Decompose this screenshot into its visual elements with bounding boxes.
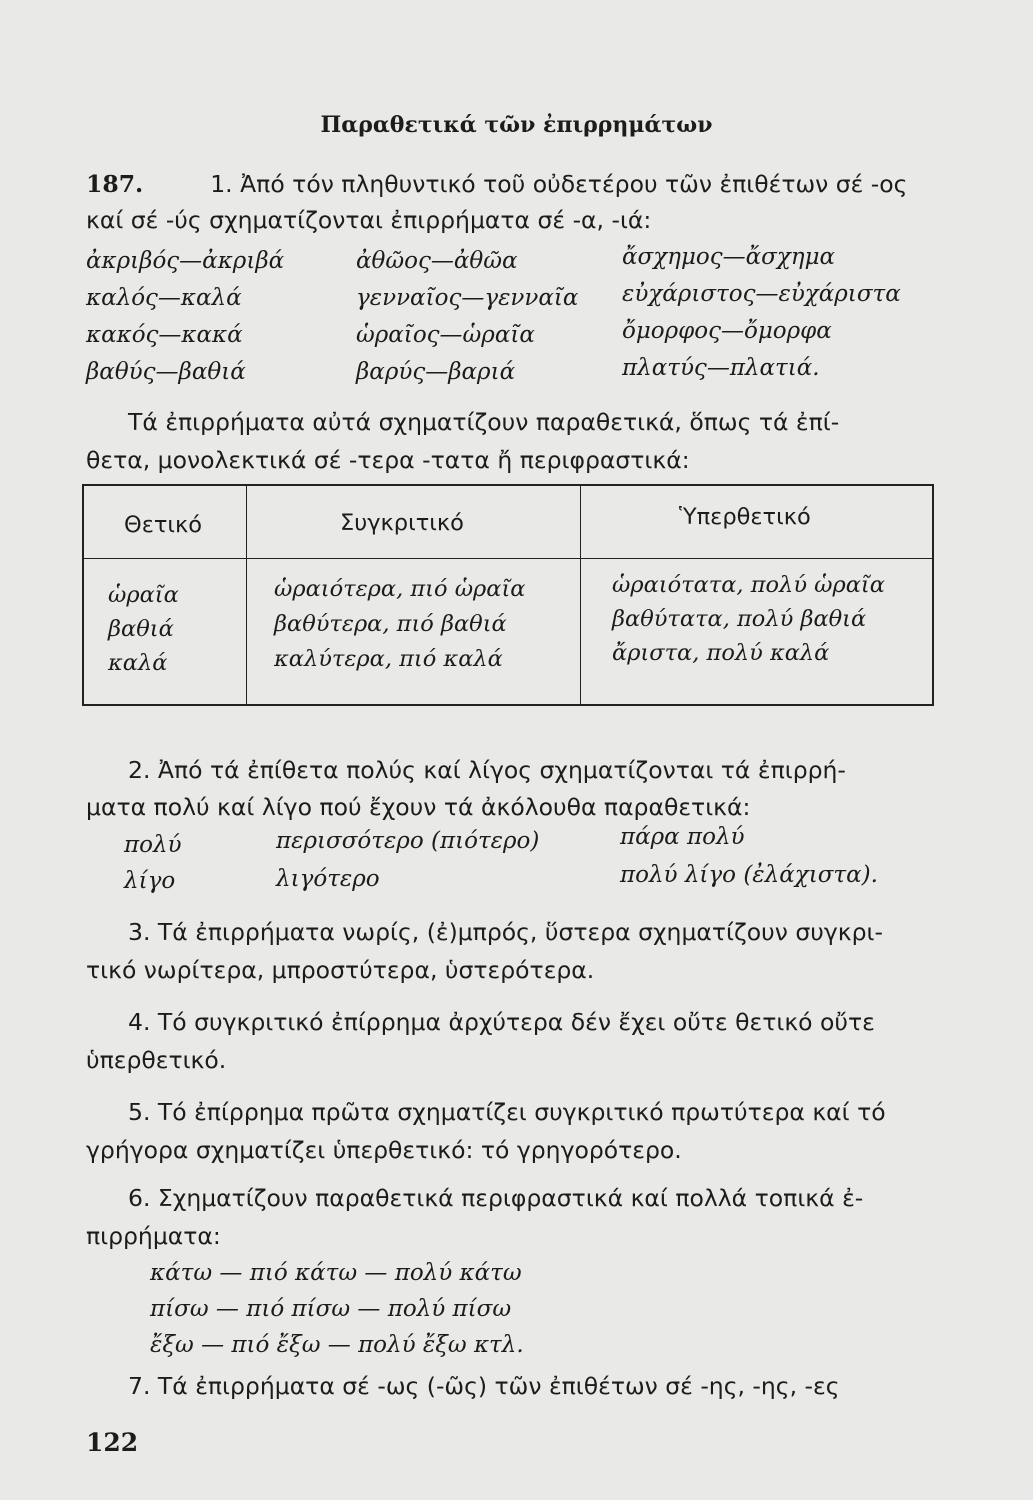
- example-word: εὐχάριστος—εὐχάριστα: [622, 281, 901, 307]
- table-cell: καλά: [108, 650, 168, 676]
- degree-word: πάρα πολύ: [620, 824, 745, 850]
- example-word: ἀκριβός—ἀκριβά: [86, 248, 285, 274]
- example-word: ἄσχημος—ἄσχημα: [622, 244, 836, 270]
- degree-word: περισσότερο (πιότερο): [276, 828, 540, 854]
- example-word: κακός—κακά: [86, 322, 243, 348]
- comparison-table: [82, 484, 934, 706]
- adverb-example: πίσω — πιό πίσω — πολύ πίσω: [150, 1296, 512, 1322]
- degree-word: λίγο: [124, 868, 176, 894]
- example-word: ὡραῖος—ὡραῖα: [356, 322, 535, 348]
- paragraph-5-line-2: ὑπερθετικό.: [86, 1046, 227, 1074]
- table-cell: ὡραῖα: [108, 582, 179, 608]
- degree-word: πολύ λίγο (ἐλάχιστα).: [620, 862, 878, 888]
- table-header-divider: [84, 558, 932, 559]
- section-number: 187.: [86, 170, 144, 198]
- paragraph-5-line-1: 4. Τό συγκριτικό ἐπίρρημα ἀρχύτερα δέν ἔχει οὔτε θετικό οὔτε: [128, 1008, 875, 1036]
- paragraph-7-line-2: πιρρήματα:: [86, 1222, 221, 1250]
- paragraph-4-line-1: 3. Τά ἐπιρρήματα νωρίς, (ἐ)μπρός, ὕστερα σχηματίζουν συγκρι-: [128, 918, 883, 946]
- page-number: 122: [86, 1428, 139, 1457]
- page-title: Παραθετικά τῶν ἐπιρρημάτων: [320, 112, 713, 138]
- example-word: γενναῖος—γενναῖα: [356, 285, 579, 311]
- paragraph-2-line-1: Τά ἐπιρρήματα αὐτά σχηματίζουν παραθετικά, ὅπως τά ἐπί-: [128, 408, 840, 436]
- paragraph-6-line-1: 5. Τό ἐπίρρημα πρῶτα σχηματίζει συγκριτικό πρωτύτερα καί τό: [128, 1098, 886, 1126]
- example-word: βαρύς—βαριά: [356, 359, 516, 385]
- table-cell: ὡραιότατα, πολύ ὡραῖα: [612, 572, 885, 598]
- table-cell: βαθύτερα, πιό βαθιά: [274, 611, 507, 637]
- degree-word: λιγότερο: [276, 866, 380, 892]
- degree-word: πολύ: [124, 832, 182, 858]
- table-divider: [246, 486, 247, 704]
- example-word: βαθύς—βαθιά: [86, 359, 246, 385]
- paragraph-1-line-2: καί σέ -ύς σχηματίζονται ἐπιρρήματα σέ -α, -ιά:: [86, 206, 652, 234]
- adverb-example: ἔξω — πιό ἔξω — πολύ ἔξω κτλ.: [150, 1332, 524, 1358]
- table-header: Θετικό: [124, 512, 203, 538]
- table-header: Ὑπερθετικό: [679, 504, 811, 530]
- section-number-line: [86, 170, 907, 198]
- adverb-example: κάτω — πιό κάτω — πολύ κάτω: [150, 1260, 522, 1286]
- paragraph-3-line-1: 2. Ἀπό τά ἐπίθετα πολύς καί λίγος σχηματίζονται τά ἐπιρρή-: [128, 756, 846, 784]
- table-cell: ἄριστα, πολύ καλά: [612, 640, 830, 666]
- paragraph-3-line-2: ματα πολύ καί λίγο πού ἔχουν τά ἀκόλουθα παραθετικά:: [86, 793, 751, 821]
- paragraph-4-line-2: τικό νωρίτερα, μπροστύτερα, ὑστερότερα.: [86, 956, 595, 984]
- example-word: ὄμορφος—ὄμορφα: [622, 318, 832, 344]
- paragraph-1-line-1: 1. Ἀπό τόν πληθυντικό τοῦ οὐδετέρου τῶν ἐπιθέτων σέ -ος: [210, 170, 908, 198]
- table-header: Συγκριτικό: [340, 510, 464, 536]
- paragraph-6-line-2: γρήγορα σχηματίζει ὑπερθετικό: τό γρηγορότερο.: [86, 1136, 682, 1164]
- paragraph-7-line-1: 6. Σχηματίζουν παραθετικά περιφραστικά καί πολλά τοπικά ἐ-: [128, 1184, 864, 1212]
- example-word: καλός—καλά: [86, 285, 242, 311]
- table-cell: βαθύτατα, πολύ βαθιά: [612, 606, 867, 632]
- table-cell: βαθιά: [108, 616, 174, 642]
- example-word: πλατύς—πλατιά.: [622, 355, 820, 381]
- table-divider: [580, 486, 581, 704]
- example-word: ἀθῶος—ἀθῶα: [356, 248, 518, 274]
- paragraph-8-line-1: 7. Τά ἐπιρρήματα σέ -ως (-ῶς) τῶν ἐπιθέτων σέ -ης, -ης, -ες: [128, 1372, 840, 1400]
- table-cell: ὡραιότερα, πιό ὡραῖα: [274, 576, 526, 602]
- paragraph-2-line-2: θετα, μονολεκτικά σέ -τερα -τατα ἤ περιφραστικά:: [86, 446, 690, 474]
- table-cell: καλύτερα, πιό καλά: [274, 646, 503, 672]
